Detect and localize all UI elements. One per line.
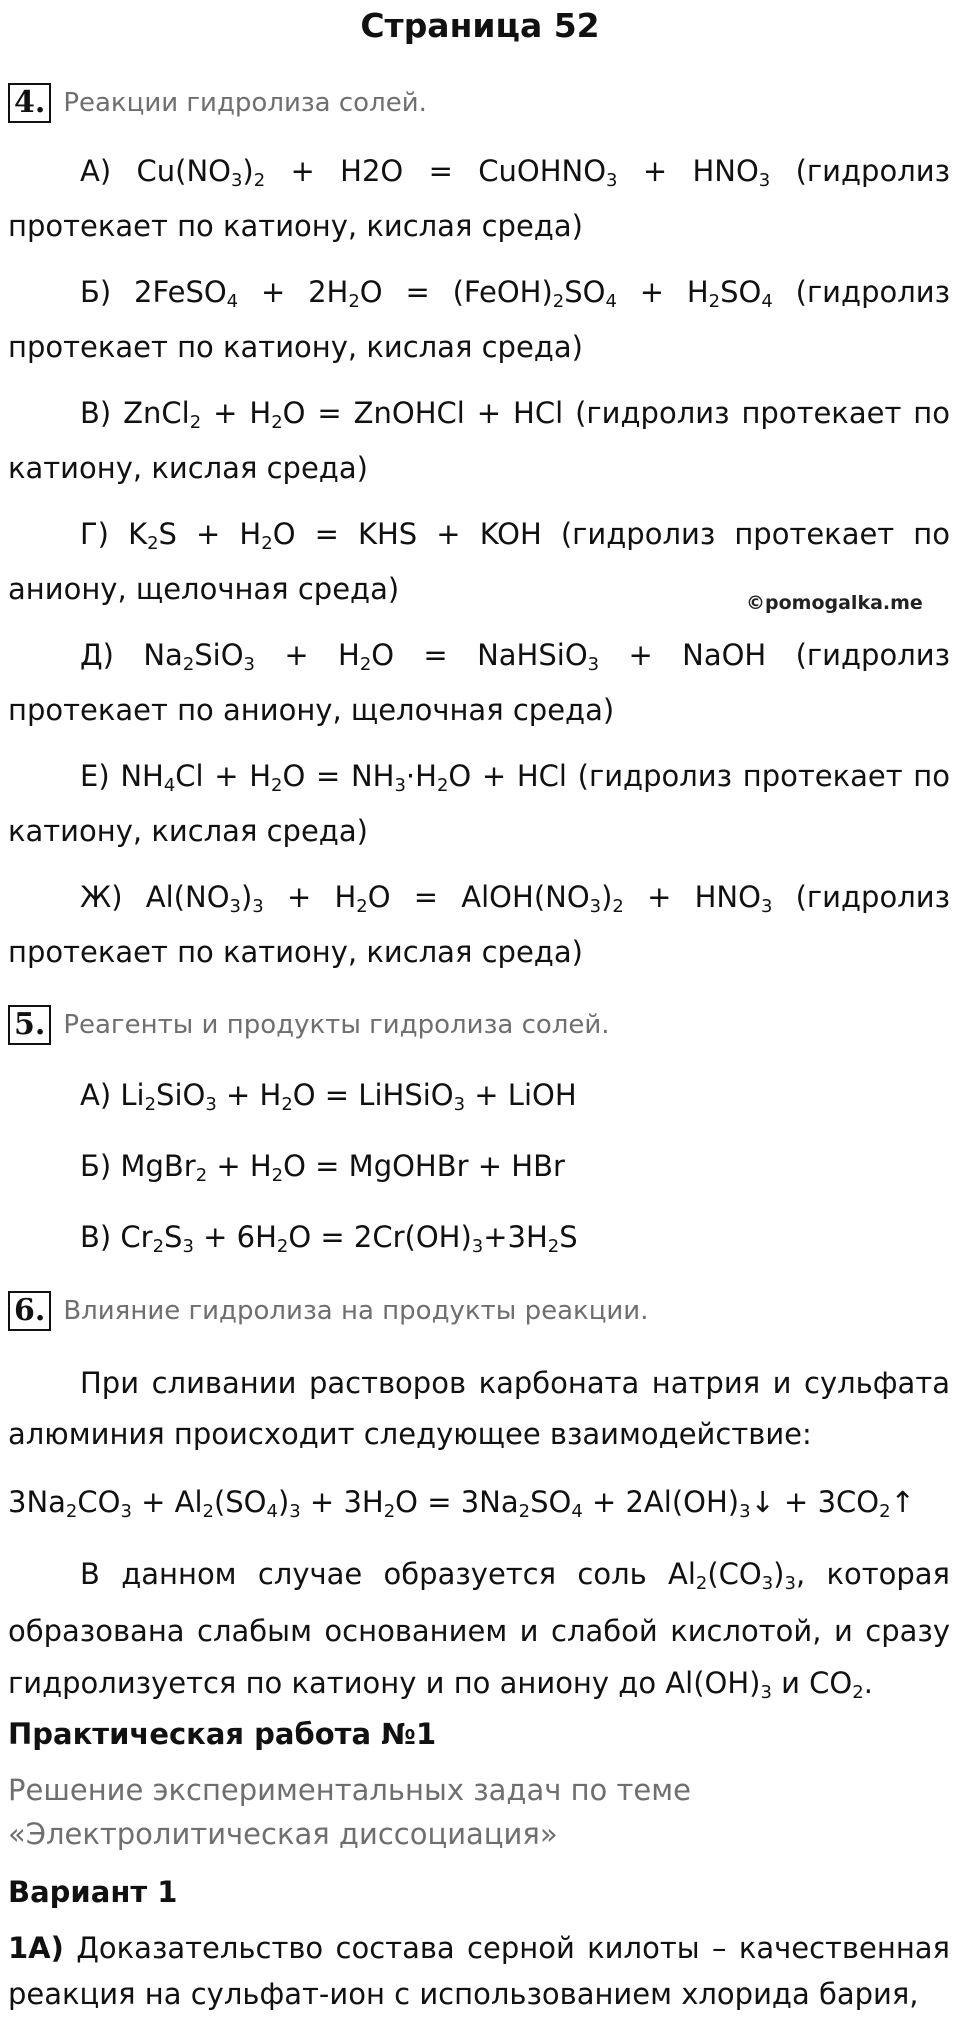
reaction-5a: А) $Li_2SiO_3 + H_2O$ = LiHSiO$_3$ + LiOH [80, 1078, 577, 1116]
reaction-note: (гидролиз протекает по катиону, кислая среда) [8, 154, 950, 243]
reaction-5b: Б) MgBr$_2$ + $H_2O$ = MgOHBr + HBr [80, 1149, 565, 1187]
section6-intro: При сливании растворов карбоната натрия и сульфата алюминия происходит следующее взаимодействие: [8, 1366, 950, 1451]
reaction-equation: $3Na_2CO_3 + Al_2(SO_4)_3 + 3H_2O = 3Na_2SO_4$ + $2Al(OH)_3↓$ + $3CO_2↑$ [8, 1485, 915, 1523]
watermark: ©pomogalka.me [746, 592, 923, 614]
reaction-note: (гидролиз протекает по катиону, кислая среда) [8, 396, 950, 485]
task-1a [8, 1925, 950, 2017]
section-number-box: 6. [8, 1291, 51, 1331]
reaction-a: А) $Cu(NO_3)_2 + H2O$ = CuOHNO$_3$ + $HNO_3$ (гидролиз протекает по катиону, кислая среда) [8, 154, 950, 243]
section-title: Реакции гидролиза солей. [63, 88, 427, 118]
reaction-d: Д) $Na_2SiO_3 + H_2O$ = NaHSiO$_3$ + NaOH (гидролиз протекает по аниону, щелочная среда) [8, 638, 950, 727]
section-title: Влияние гидролиза на продукты реакции. [63, 1296, 649, 1326]
variant-heading: Вариант 1 [8, 1875, 178, 1909]
section6-explanation: В данном случае образуется соль $Al_2(CO_3)_3$, которая образована слабым основанием и слабой кислотой, и сразу гидролизуется по катиону и по аниону до $Al(OH)_3$ и $CO_2$. [8, 1557, 950, 1704]
task-label: 1А) [8, 1931, 64, 1965]
reaction-5v: В) $Cr_2S_3 + 6H_2O = 2Cr(OH)_3+3H_2S$ [80, 1220, 578, 1258]
section-4-header [8, 81, 427, 125]
practical-subtitle-line1: Решение экспериментальных задач по теме [8, 1773, 691, 1807]
reaction-b: Б) 2FeSO$_4$ + $2H_2O$ = $(FeOH)_2SO_4 + H_2SO_4$ (гидролиз протекает по катиону, кислая среда) [8, 275, 951, 364]
reaction-note: (гидролиз протекает по катиону, кислая среда) [8, 880, 951, 969]
section-5-header [8, 1003, 610, 1047]
reaction-note: (гидролиз протекает по катиону, кислая среда) [8, 275, 951, 364]
practical-subtitle-line2: «Электролитическая диссоциация» [8, 1817, 558, 1851]
page-title: Страница 52 [360, 6, 600, 45]
reaction-e: Е) $NH_4Cl + H_2O = NH_3\cdot H_2O$ + HCl (гидролиз протекает по катиону, кислая среда) [8, 759, 950, 848]
section-number-box: 4. [8, 83, 51, 123]
practical-heading: Практическая работа №1 [8, 1717, 437, 1751]
reaction-note: (гидролиз протекает по аниону, щелочная среда) [8, 517, 950, 606]
reaction-v: В) ZnCl$_2$ + $H_2O$ = ZnOHCl + HCl (гидролиз протекает по катиону, кислая среда) [8, 396, 950, 485]
task-text: Доказательство состава серной килоты – качественная реакция на сульфат-ион с использованием хлорида бария, [8, 1931, 951, 2011]
section-number-box: 5. [8, 1005, 51, 1045]
reaction-g: Г) $K_2S + H_2O$ = KHS + KOH (гидролиз протекает по аниону, щелочная среда) [8, 517, 950, 606]
reaction-note: (гидролиз протекает по аниону, щелочная среда) [8, 638, 950, 727]
reaction-note: (гидролиз протекает по катиону, кислая среда) [8, 759, 950, 848]
section-6-header [8, 1289, 648, 1333]
section-title: Реагенты и продукты гидролиза солей. [63, 1010, 610, 1040]
reaction-zh: Ж) $Al(NO_3)_3 + H_2O$ = $AlOH(NO_3)_2 + HNO_3$ (гидролиз протекает по катиону, кислая среда) [8, 880, 951, 969]
